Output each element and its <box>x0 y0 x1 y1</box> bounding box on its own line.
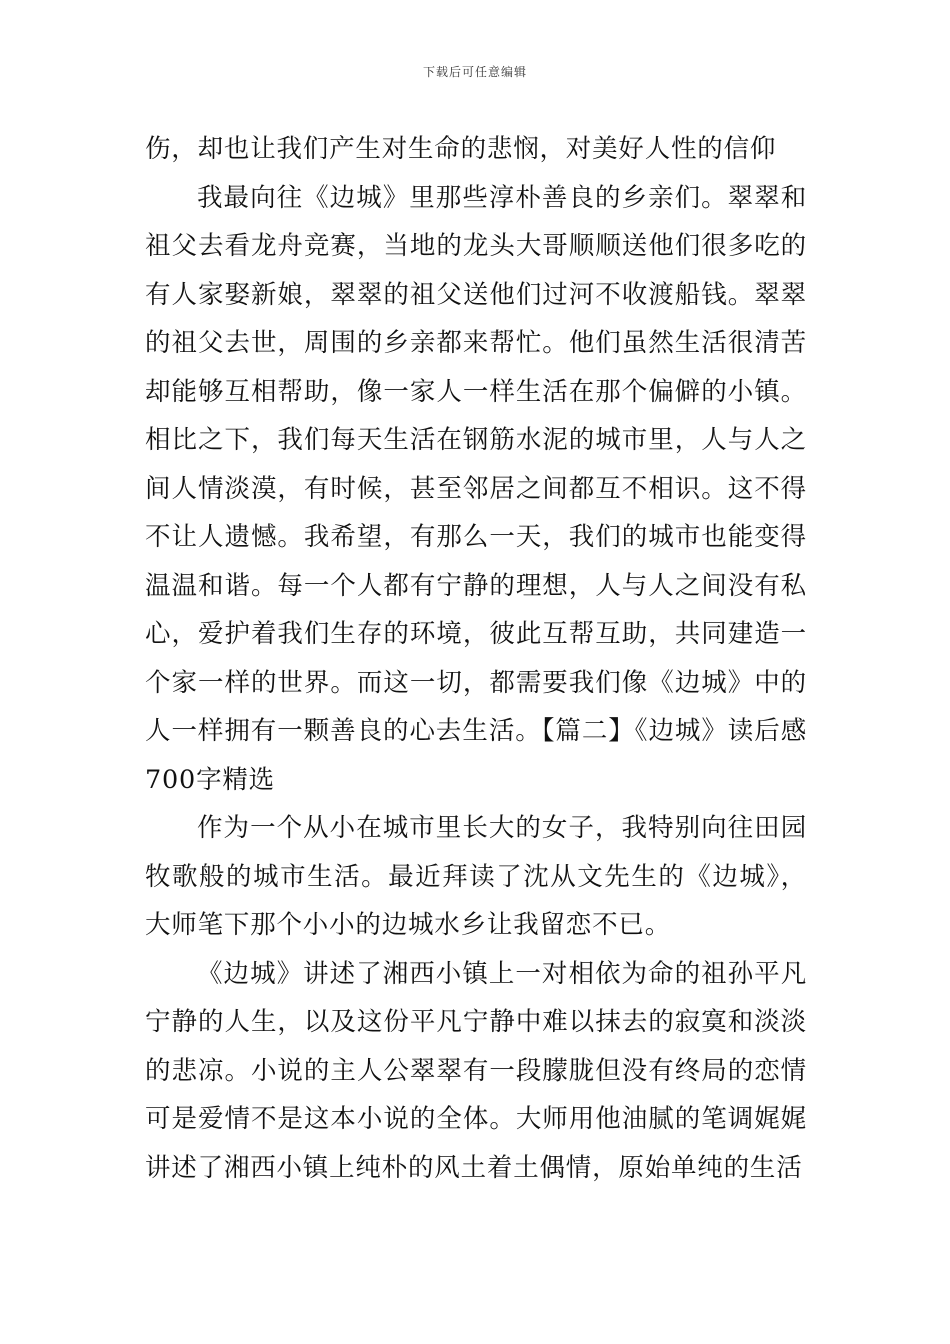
paragraph-3: 作为一个从小在城市里长大的女子，我特别向往田园牧歌般的城市生活。最近拜读了沈从文先生的《边城》，大师笔下那个小小的边城水乡让我留恋不已。 <box>145 813 807 940</box>
document-body <box>145 125 807 1192</box>
page-header: 下载后可任意编辑 <box>422 65 527 79</box>
paragraph-1: 伤，却也让我们产生对生命的悲悯，对美好人性的信仰 <box>145 134 777 164</box>
paragraph-4: 《边城》讲述了湘西小镇上一对相依为命的祖孙平凡宁静的人生，以及这份平凡宁静中难以抹去的寂寞和淡淡的悲凉。小说的主人公翠翠有一段朦胧但没有终局的恋情可是爱情不是这本小说的全体。大师用他油腻的笔调娓娓讲述了湘西小镇上纯朴的风土着土偶情，原始单纯的生活 <box>145 958 807 1183</box>
paragraph-2: 我最向往《边城》里那些淳朴善良的乡亲们。翠翠和祖父去看龙舟竞赛，当地的龙头大哥顺顺送他们很多吃的有人家娶新娘，翠翠的祖父送他们过河不收渡船钱。翠翠的祖父去世，周围的乡亲都来帮忙。他们虽然生活很清苦却能够互相帮助，像一家人一样生活在那个偏僻的小镇。相比之下，我们每天生活在钢筋水泥的城市里，人与人之间人情淡漠，有时候，甚至邻居之间都互不相识。这不得不让人遗憾。我希望，有那么一天，我们的城市也能变得温温和谐。每一个人都有宁静的理想，人与人之间没有私心，爱护着我们生存的环境，彼此互帮互助，共同建造一个家一样的世界。而这一切，都需要我们像《边城》中的人一样拥有一颗善良的心去生活。【篇二】《边城》读后感700字精选 <box>145 182 807 795</box>
